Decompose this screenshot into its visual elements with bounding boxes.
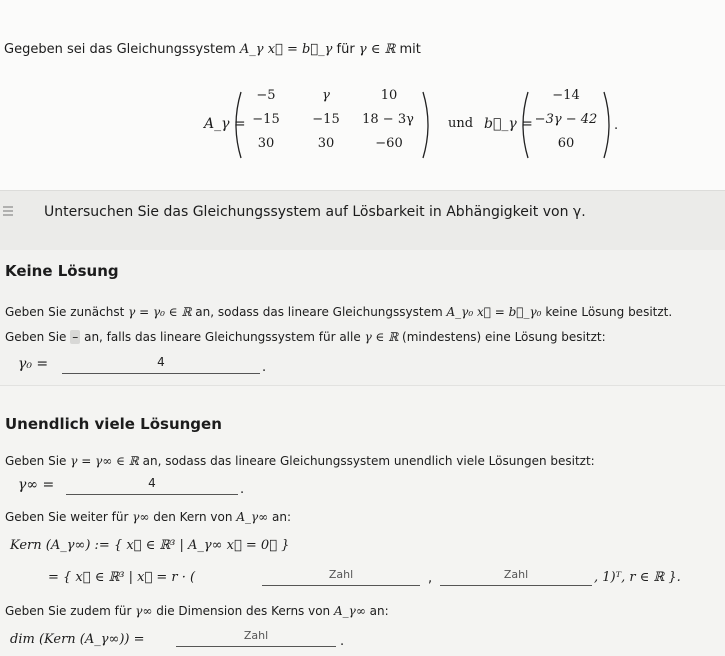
no-solution-line1-suffix: keine Lösung besitzt. (545, 305, 673, 319)
kernel-definition: Kern (A_γ∞) := { x⃗ ∈ ℝ³ | A_γ∞ x⃗ = 0⃗ } (10, 538, 290, 553)
no-solution-line1 (5, 305, 672, 319)
no-solution-line2 (5, 330, 606, 344)
dim-input[interactable] (176, 628, 336, 647)
infinite-line1-suffix: an, sodass das lineare Gleichungssystem unendlich viele Lösungen besitzt: (142, 454, 595, 468)
infinite-heading: Unendlich viele Lösungen (5, 415, 222, 433)
intro-system-expr: A_γ x⃗ = b⃗_γ (239, 42, 333, 57)
no-solution-line2-expr: γ ∈ ℝ (364, 330, 399, 344)
no-solution-dash-option[interactable]: – (72, 330, 79, 344)
kernel-field-2-placeholder: Zahl (503, 568, 529, 581)
no-solution-line1-mid: an, sodass das lineare Gleichungssystem (195, 305, 443, 319)
gamma-inf-end: . (240, 482, 245, 497)
vector-cell-2: −3γ − 42 (534, 112, 598, 127)
matrix-lhs-label: A_γ = (204, 116, 246, 132)
gamma0-label: γ₀ = (18, 356, 49, 372)
kernel-field-2[interactable] (440, 567, 592, 586)
no-solution-line1-expr: γ = γ₀ ∈ ℝ (128, 305, 192, 319)
dim-intro-mid: die Dimension des Kerns von (156, 604, 331, 618)
dim-intro-suffix: an: (369, 604, 389, 618)
kernel-eq-prefix: = { x⃗ ∈ ℝ³ | x⃗ = r · ( (48, 570, 196, 585)
kernel-comma: , (428, 571, 433, 586)
vector-label: b⃗_γ = (484, 116, 533, 132)
matrix-cell-r3c2: 30 (317, 136, 335, 151)
no-solution-line2-suffix: (mindestens) eine Lösung besitzt: (402, 330, 606, 344)
kernel-intro-suffix: an: (271, 510, 291, 524)
kernel-intro-mid: den Kern von (153, 510, 233, 524)
infinite-line1-prefix: Geben Sie (5, 454, 67, 468)
drag-handle-icon[interactable] (2, 205, 14, 217)
matrix-cell-r1c2: γ (322, 88, 330, 103)
matrix-cell-r3c3: −60 (375, 136, 403, 151)
dim-intro-prefix: Geben Sie zudem für (5, 604, 132, 618)
matrix-end-punct: . (614, 118, 619, 133)
intro-text-suffix: mit (399, 42, 421, 57)
dim-end: . (340, 634, 345, 649)
task-text: Untersuchen Sie das Gleichungssystem auf Lösbarkeit in Abhängigkeit von γ. (44, 204, 586, 220)
dim-label: dim (Kern (A_γ∞)) = (10, 632, 145, 647)
kernel-intro-expr2: A_γ∞ (236, 510, 269, 524)
gamma-inf-label: γ∞ = (18, 477, 55, 493)
no-solution-heading: Keine Lösung (5, 262, 119, 280)
kernel-eq-suffix: , 1)ᵀ, r ∈ ℝ }. (594, 570, 681, 585)
dim-intro-expr: γ∞ (135, 604, 153, 618)
vector-cell-3: 60 (557, 136, 575, 151)
gamma0-input[interactable]: 4 (62, 355, 260, 374)
kernel-field-1-placeholder: Zahl (328, 568, 354, 581)
matrix-cell-r1c3: 10 (380, 88, 398, 103)
kernel-intro-prefix: Geben Sie weiter für (5, 510, 129, 524)
infinite-line1 (5, 454, 595, 468)
gamma-inf-input[interactable]: 4 (66, 476, 238, 495)
dim-intro (5, 604, 389, 618)
gamma0-end: . (262, 360, 267, 375)
matrix-cell-r2c1: −15 (252, 112, 280, 127)
kernel-intro (5, 510, 291, 524)
intro-text-prefix: Gegeben sei das Gleichungssystem (4, 42, 236, 57)
matrix-cell-r2c2: −15 (312, 112, 340, 127)
no-solution-line2-mid: an, falls das lineare Gleichungssystem für alle (84, 330, 361, 344)
no-solution-line2-prefix: Geben Sie (5, 330, 67, 344)
intro-param-expr: γ ∈ ℝ (358, 42, 396, 57)
vector-cell-1: −14 (552, 88, 580, 103)
matrix-cell-r1c1: −5 (256, 88, 276, 103)
intro-text-mid: für (336, 42, 355, 57)
infinite-line1-expr: γ = γ∞ ∈ ℝ (70, 454, 139, 468)
matrix-cell-r2c3: 18 − 3γ (362, 112, 414, 127)
dim-input-placeholder: Zahl (243, 629, 269, 642)
kernel-field-1[interactable] (262, 567, 420, 586)
kernel-intro-expr: γ∞ (132, 510, 150, 524)
no-solution-line1-prefix: Geben Sie zunächst (5, 305, 125, 319)
matrix-connector: und (448, 116, 474, 131)
matrix-cell-r3c1: 30 (257, 136, 275, 151)
dim-intro-expr2: A_γ∞ (334, 604, 366, 618)
no-solution-line1-expr2: A_γ₀ x⃗ = b⃗_γ₀ (446, 305, 542, 319)
